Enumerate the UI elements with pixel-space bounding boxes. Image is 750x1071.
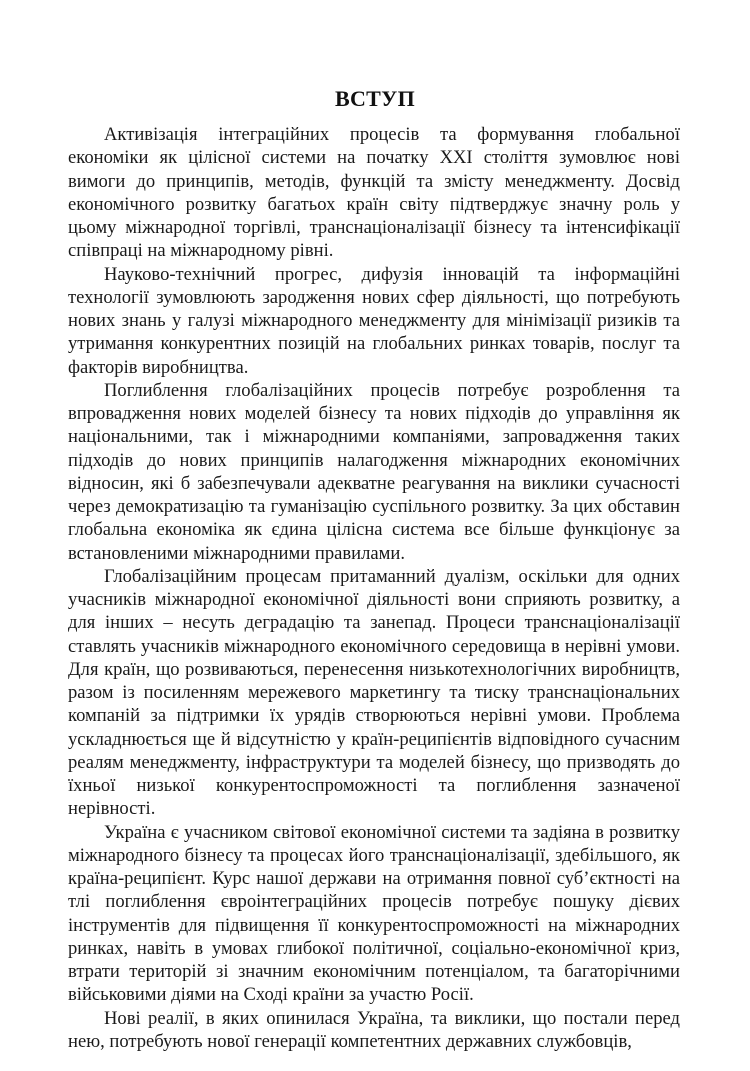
page-title: ВСТУП <box>335 86 415 111</box>
paragraph-4: Глобалізаційним процесам притаманний дуалізм, оскільки для одних учасників міжнародної економічної діяльності вони сприяють розвитку, а для інших – несуть деградацію та занепад. Процеси транснаціоналізації ставлять учасників міжнародного економічного середовища в нерівні умови. Для країн, що розвиваються, перенесення низькотехнологічних виробництв, разом із посиленням мережевого маркетингу та тиску транснаціональних компаній за підтримки їх урядів створюються нерівні умови. Проблема ускладнюється ще й відсутністю у країн-реципієнтів відповідного сучасним реалям менеджменту, інфраструктури та моделей бізнесу, що призводять до їхньої низької конкурентоспроможності та поглиблення зазначеної нерівності. <box>68 565 680 820</box>
paragraph-1: Активізація інтеграційних процесів та формування глобальної економіки як цілісної системи на початку XXI століття зумовлює нові вимоги до принципів, методів, функцій та змісту менеджменту. Досвід економічного розвитку багатьох країн світу підтверджує значну роль у цьому міжнародної торгівлі, транснаціоналізації бізнесу та інтенсифікації співпраці на міжнародному рівні. <box>68 124 680 262</box>
paragraph-2: Науково-технічний прогрес, дифузія інновацій та інформаційні технології зумовлюють зародження нових сфер діяльності, що потребують нових знань у галузі міжнародного менеджменту для мінімізації ризиків та утримання конкурентних позицій на глобальних ринках товарів, послуг та факторів виробництва. <box>68 263 680 378</box>
paragraph-3: Поглиблення глобалізаційних процесів потребує розроблення та впровадження нових моделей бізнесу та нових підходів до управління як національними, так і міжнародними компаніями, запровадження таких підходів до нових принципів налагодження міжнародних економічних відносин, які б забезпечували адекватне реагування на виклики сучасності через демократизацію та гуманізацію суспільного розвитку. За цих обставин глобальна економіка як єдина цілісна система все більше функціонує за встановленими міжнародними правилами. <box>68 379 680 564</box>
paragraph-5: Україна є учасником світової економічної системи та задіяна в розвитку міжнародного бізнесу та процесах його транснаціоналізації, здебільшого, як країна-реципієнт. Курс нашої держави на отримання повної суб’єктності на тлі поглиблення євроінтеграційних процесів потребує пошуку дієвих інструментів для підвищення її конкурентоспроможності на міжнародних ринках, навіть в умовах глибокої політичної, соціально-економічної криз, втрати територій зі значним економічним потенціалом, та багаторічними військовими діями на Сході країни за участю Росії. <box>68 821 680 1006</box>
body-text <box>68 123 680 1053</box>
paragraph-6: Нові реалії, в яких опинилася Україна, та виклики, що постали перед нею, потребують нової генерації компетентних державних службовців, <box>68 1007 680 1052</box>
